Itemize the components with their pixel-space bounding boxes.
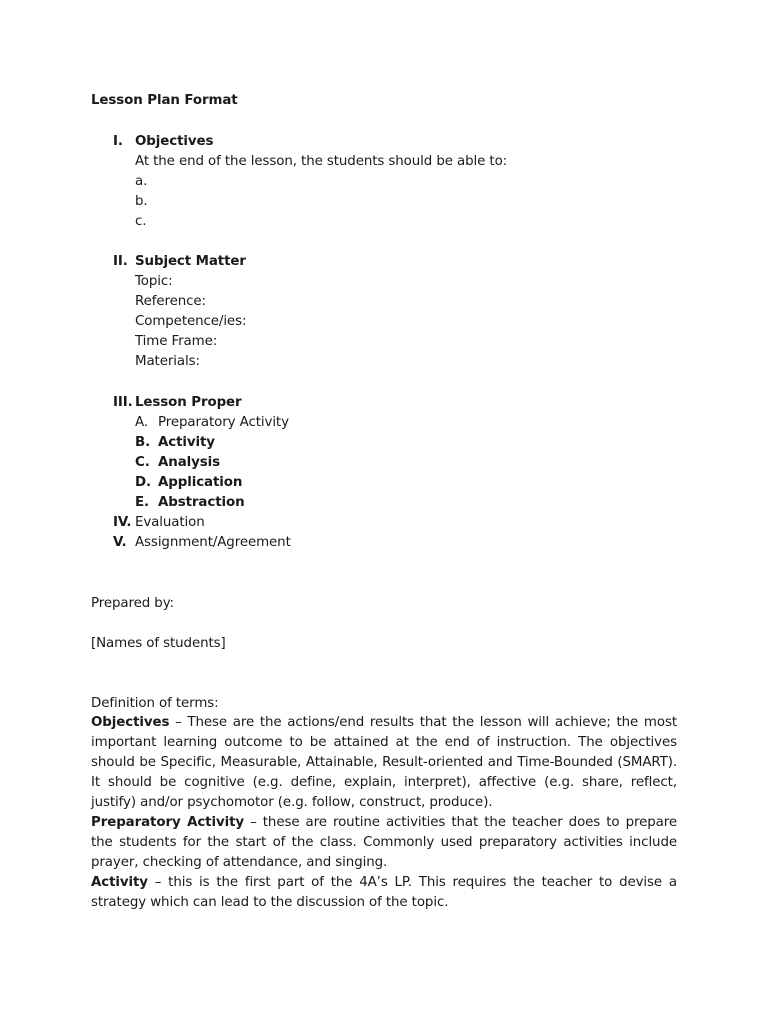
section-heading: Lesson Proper [135, 395, 242, 410]
definition-preparatory-activity [91, 813, 677, 873]
list-item-letter: D. [135, 475, 152, 490]
definition-text: – These are the actions/end results that the lesson will achieve; the most important learning outcome to be attained at the end of instruction. The objectives should be Specific, Measurable, Attainable, Result-oriented and Time-Bounded (SMART). It should be cognitive (e.g. define, explain, interpret), affective (e.g. share, reflect, justify) and/or psychomotor (e.g. follow, construct, produce). [91, 715, 677, 810]
list-item: Activity [158, 435, 215, 450]
list-item: Topic: [135, 274, 173, 289]
list-item: Materials: [135, 354, 200, 369]
list-item: Analysis [158, 455, 220, 470]
list-item-letter: E. [135, 495, 150, 510]
section-numeral: II. [113, 254, 128, 269]
definition-objectives [91, 713, 677, 813]
section-heading: Subject Matter [135, 254, 246, 269]
definitions-title: Definition of terms: [91, 696, 219, 711]
list-item: Time Frame: [135, 334, 218, 349]
section-intro: At the end of the lesson, the students should be able to: [135, 154, 508, 169]
list-item-letter: B. [135, 435, 151, 450]
list-item-letter: C. [135, 455, 150, 470]
section-heading: Objectives [135, 134, 214, 149]
prepared-by-label: Prepared by: [91, 596, 174, 611]
list-item: Application [158, 475, 243, 490]
student-names-placeholder: [Names of students] [91, 636, 226, 651]
list-item: c. [135, 214, 147, 229]
section-numeral: III. [113, 395, 133, 410]
definition-text: – this is the first part of the 4A’s LP. This requires the teacher to devise a strategy which can lead to the discussion of the topic. [91, 875, 677, 910]
list-item: Preparatory Activity [158, 415, 289, 430]
page-title: Lesson Plan Format [91, 93, 238, 108]
section-numeral: V. [113, 535, 127, 550]
list-item: b. [135, 194, 148, 209]
list-item: Competence/ies: [135, 314, 247, 329]
definition-term: Activity [91, 875, 148, 890]
section-heading: Evaluation [135, 515, 205, 530]
list-item-letter: A. [135, 415, 148, 430]
list-item: Abstraction [158, 495, 245, 510]
section-numeral: I. [113, 134, 123, 149]
definition-term: Objectives [91, 715, 170, 730]
definition-text: – these are routine activities that the teacher does to prepare the students for the start of the class. Commonly used preparatory activities include prayer, checking of attendance, and singing. [91, 815, 677, 870]
list-item: a. [135, 174, 148, 189]
section-numeral: IV. [113, 515, 132, 530]
definition-term: Preparatory Activity [91, 815, 245, 830]
definition-activity [91, 873, 677, 913]
list-item: Reference: [135, 294, 206, 309]
section-heading: Assignment/Agreement [135, 535, 291, 550]
